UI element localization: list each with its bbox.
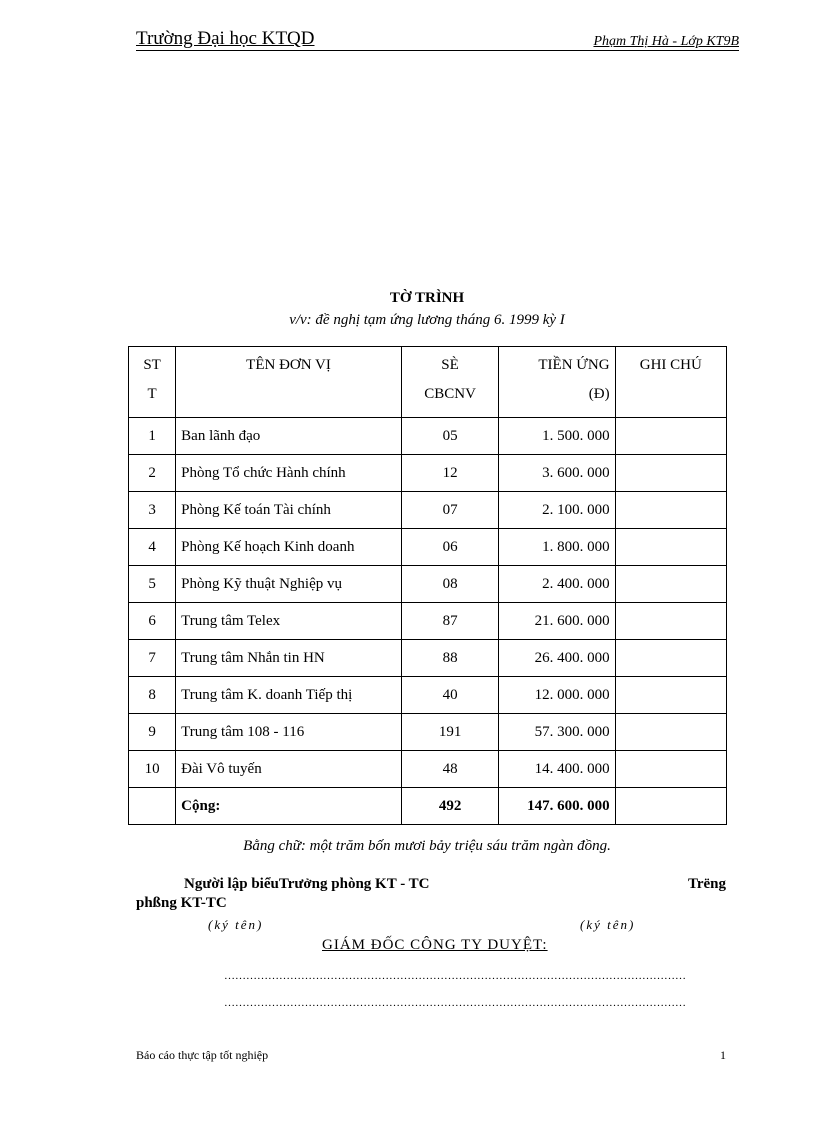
document-subtitle: v/v: đề nghị tạm ứng lương tháng 6. 1999 kỳ I xyxy=(289,312,565,328)
table-row: 10 Đài Vô tuyến 48 14. 400. 000 xyxy=(129,751,727,788)
dotted-line-2: ……………………………………………………………………………………………………………… xyxy=(224,997,686,1009)
table-body xyxy=(129,418,727,825)
sign-here-left: (ký tên) xyxy=(208,917,264,932)
table-row: 3 Phòng Kế toán Tài chính 07 2. 100. 000 xyxy=(129,492,727,529)
signature-right-title-cont: phßng KT-TC xyxy=(136,895,227,911)
signature-preparer-head: Người lập biểuTrưởng phòng KT - TC xyxy=(184,876,430,892)
table-row: 6 Trung tâm Telex 87 21. 600. 000 xyxy=(129,603,727,640)
table-row: 2 Phòng Tổ chức Hành chính 12 3. 600. 000 xyxy=(129,455,727,492)
dotted-line-1: ……………………………………………………………………………………………………………… xyxy=(224,970,686,982)
header-amount: TIỀN ỨNG (Đ) xyxy=(499,347,615,418)
document-title: TỜ TRÌNH xyxy=(389,290,465,306)
page-number: 1 xyxy=(720,1048,726,1062)
header-divider xyxy=(136,50,739,51)
amount-in-words: Bằng chữ: một trăm bốn mươi bảy triệu sáu trăm ngàn đồng. xyxy=(243,838,611,854)
total-label: Cộng: xyxy=(176,788,402,825)
header-note: GHI CHÚ xyxy=(615,347,726,418)
table-row: 9 Trung tâm 108 - 116 191 57. 300. 000 xyxy=(129,714,727,751)
table-row: 5 Phòng Kỹ thuật Nghiệp vụ 08 2. 400. 000 xyxy=(129,566,727,603)
header-stt: ST T xyxy=(129,347,176,418)
header-school: Trường Đại học KTQD xyxy=(136,28,315,49)
header-staff-count: SÈ CBCNV xyxy=(401,347,498,418)
sign-here-right: (ký tên) xyxy=(580,917,636,932)
table-header-row xyxy=(129,347,727,418)
total-count: 492 xyxy=(401,788,498,825)
footer-report-title: Báo cáo thực tập tốt nghiệp xyxy=(136,1048,269,1062)
table-row: 7 Trung tâm Nhắn tin HN 88 26. 400. 000 xyxy=(129,640,727,677)
header-author: Phạm Thị Hà - Lớp KT9B xyxy=(593,34,739,49)
director-approval: GIÁM ĐỐC CÔNG TY DUYỆT: xyxy=(322,937,548,953)
signature-right-title: Trëng xyxy=(687,876,726,892)
header-unit-name: TÊN ĐƠN VỊ xyxy=(176,347,402,418)
salary-advance-table xyxy=(128,346,727,825)
table-row: 1 Ban lãnh đạo 05 1. 500. 000 xyxy=(129,418,727,455)
table-row: 8 Trung tâm K. doanh Tiếp thị 40 12. 000. 000 xyxy=(129,677,727,714)
total-amount: 147. 600. 000 xyxy=(499,788,615,825)
table-total-row xyxy=(129,788,727,825)
table-row: 4 Phòng Kế hoạch Kinh doanh 06 1. 800. 000 xyxy=(129,529,727,566)
